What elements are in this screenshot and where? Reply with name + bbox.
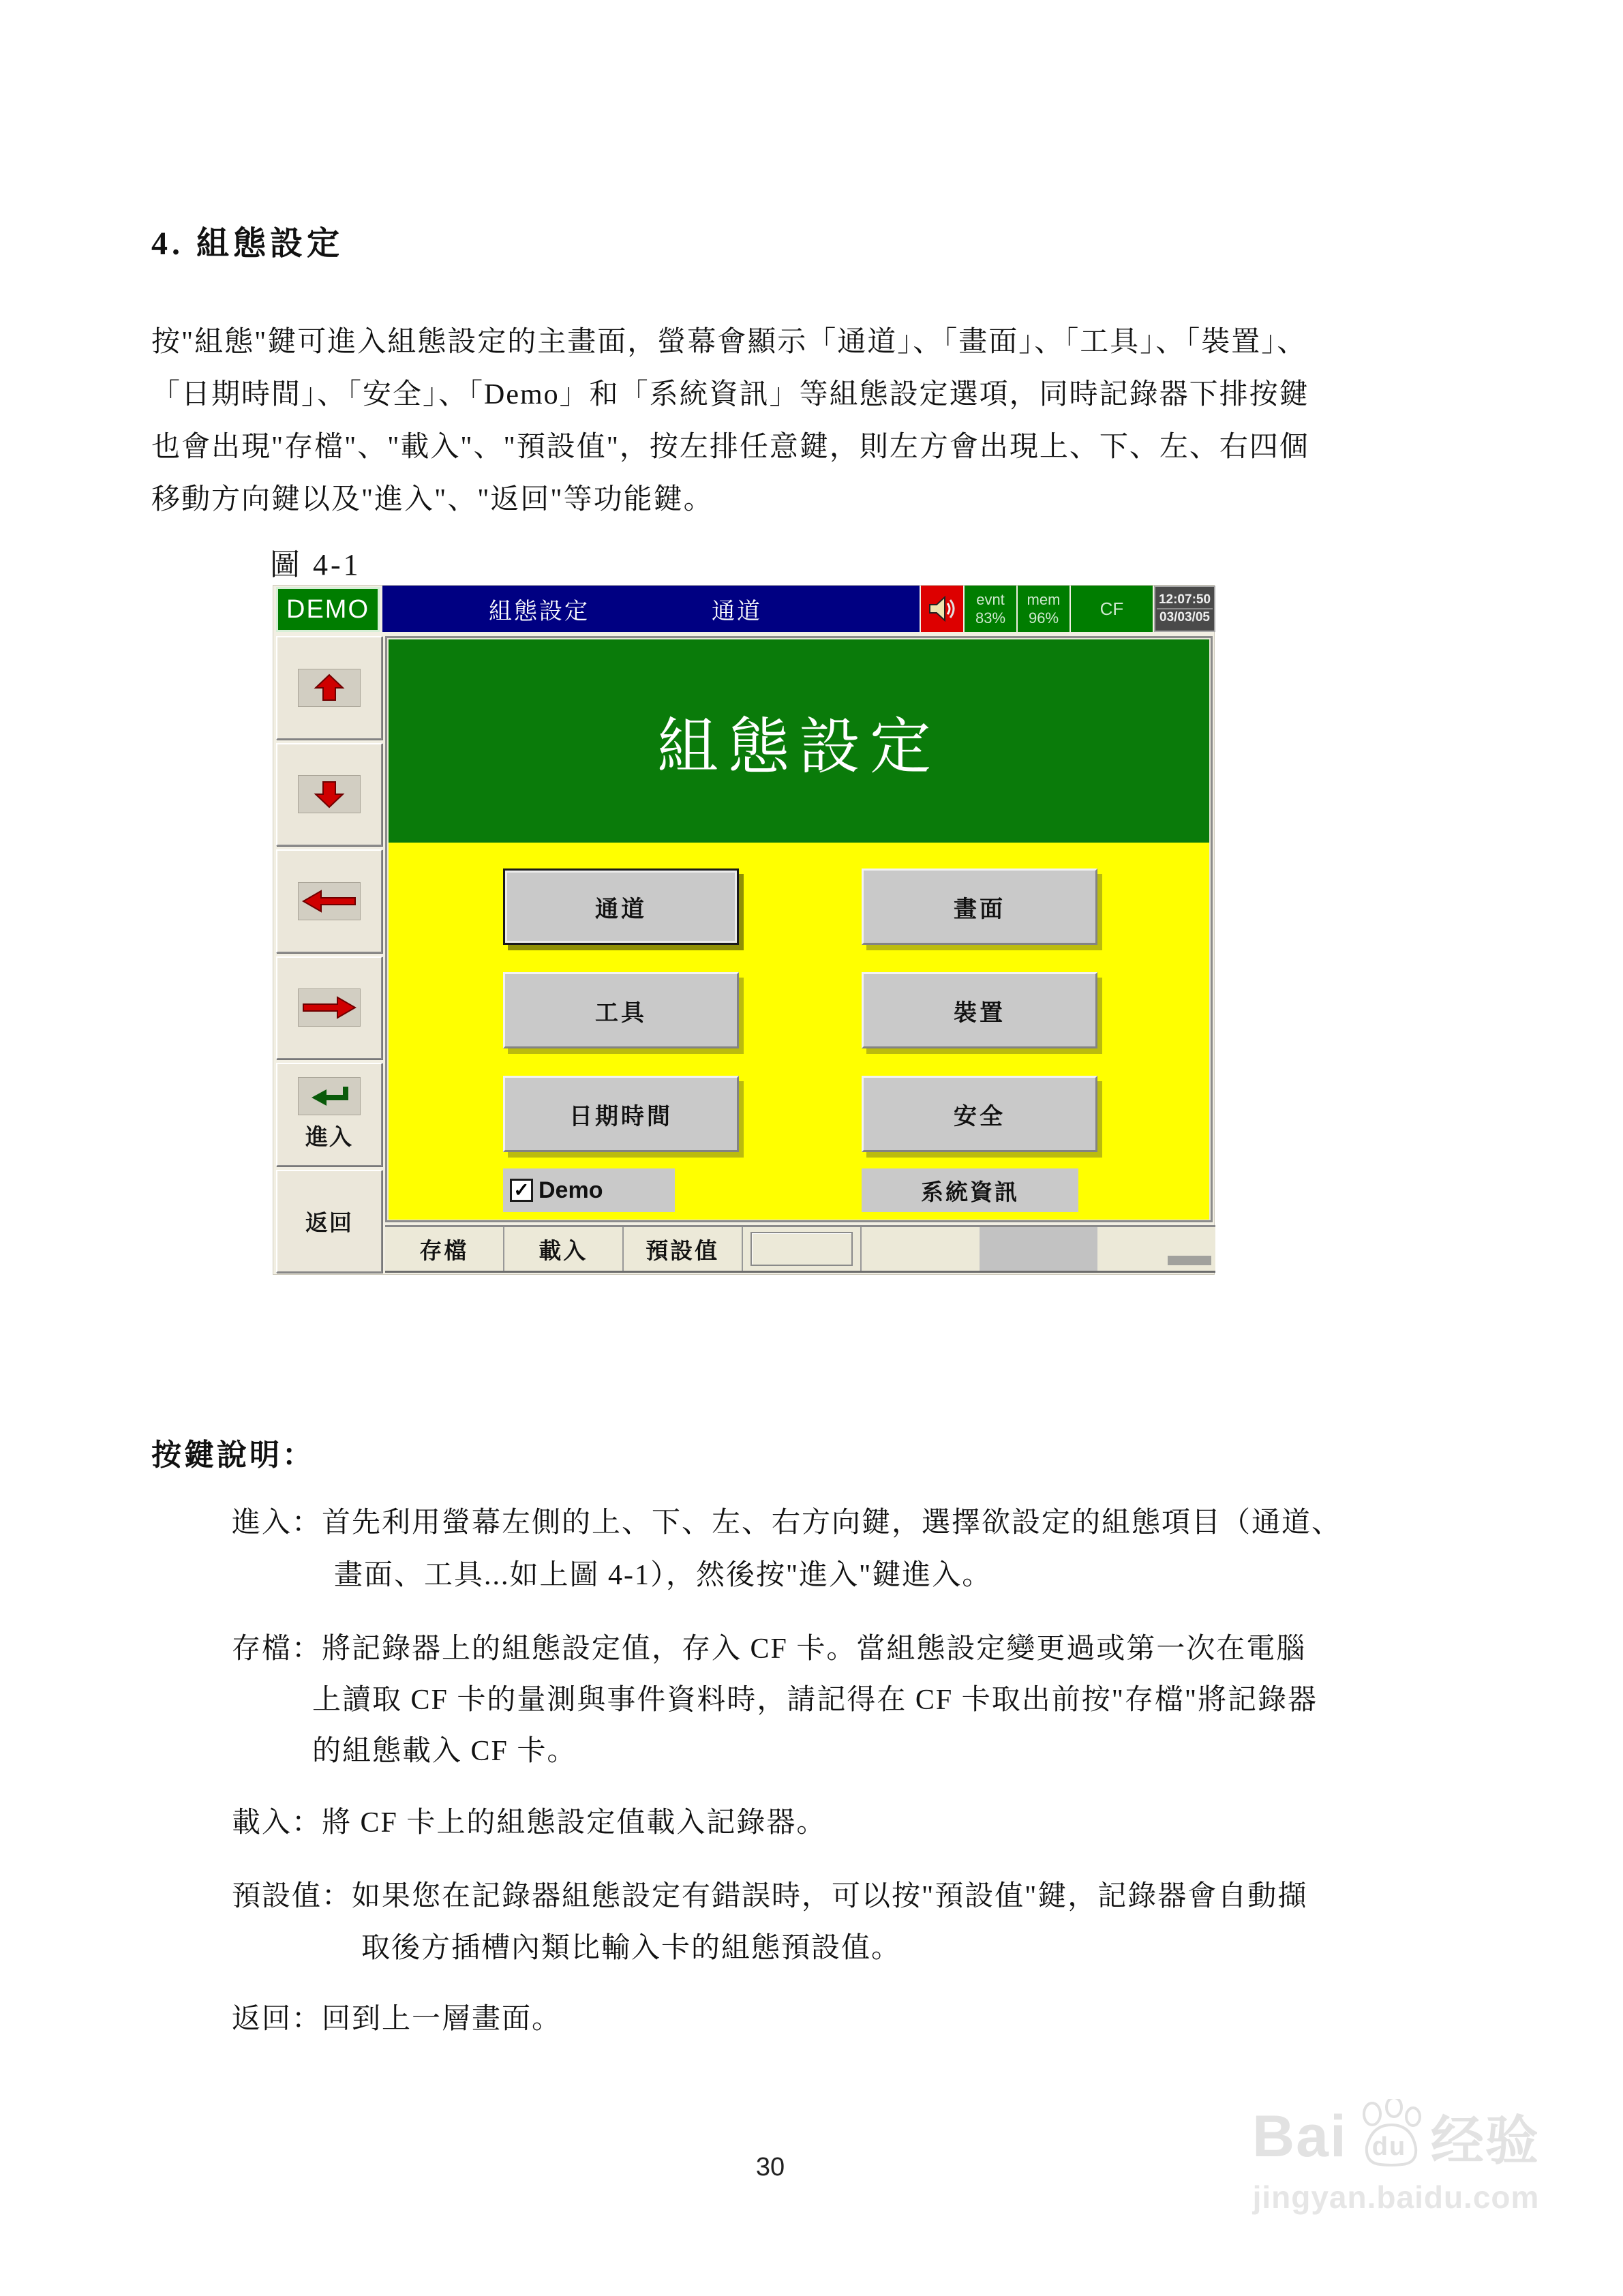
empty-key-slot: [743, 1227, 862, 1271]
empty-key-slot: [980, 1227, 1097, 1271]
right-arrow-icon: [298, 988, 361, 1027]
memory-usage-value: 96%: [1028, 609, 1059, 626]
soft-key-row: [385, 1225, 1215, 1273]
figure-label: 圖 4-1: [270, 548, 361, 581]
cf-card-indicator: [1071, 586, 1153, 632]
date-value: 03/03/05: [1159, 610, 1210, 624]
right-key[interactable]: [276, 956, 382, 1060]
recorder-screenshot: [273, 585, 1215, 1275]
save-description-line: 存檔：將記錄器上的組態設定值，存入 CF 卡。當組態設定變更過或第一次在電腦: [232, 1633, 1307, 1665]
save-description-line: 的組態載入 CF 卡。: [312, 1736, 577, 1767]
svg-text:du: du: [1371, 2132, 1407, 2161]
back-description-line: 返回：回到上一層畫面。: [232, 2004, 562, 2035]
config-menu-area: [389, 843, 1209, 1220]
load-key[interactable]: 載入: [504, 1227, 624, 1271]
watermark-brand-prefix: Bai: [1252, 2103, 1348, 2169]
menu-button-datetime[interactable]: 日期時間: [503, 1076, 739, 1152]
status-bar: [273, 586, 1215, 633]
enter-key[interactable]: [276, 1063, 382, 1166]
default-key[interactable]: 預設值: [624, 1227, 743, 1271]
empty-key-box: [750, 1232, 853, 1266]
menu-button-display[interactable]: 畫面: [862, 868, 1097, 945]
menu-button-tools[interactable]: 工具: [503, 972, 739, 1048]
load-description-line: 載入：將 CF 卡上的組態設定值載入記錄器。: [232, 1807, 827, 1839]
speaker-icon: [921, 586, 963, 632]
intro-line: 移動方向鍵以及"進入"、"返回"等功能鍵。: [151, 484, 714, 515]
memory-usage-indicator: [1018, 586, 1070, 632]
menu-button-channel[interactable]: 通道: [503, 868, 739, 945]
enter-arrow-icon: [298, 1077, 361, 1115]
up-key[interactable]: [276, 636, 382, 740]
save-description-line: 上讀取 CF 卡的量測與事件資料時，請記得在 CF 卡取出前按"存檔"將記錄器: [312, 1685, 1318, 1716]
demo-checkbox-label: Demo: [539, 1177, 603, 1203]
watermark-url: jingyan.baidu.com: [1252, 2179, 1540, 2215]
down-key[interactable]: [276, 743, 382, 847]
key-description-title: 按鍵說明：: [151, 1438, 315, 1472]
event-usage-value: 83%: [975, 609, 1006, 626]
intro-line: 「日期時間」、「安全」、「Demo」和「系統資訊」等組態設定選項，同時記錄器下排按鍵: [151, 379, 1309, 410]
event-usage-indicator: [965, 586, 1016, 632]
config-screen-header: [389, 639, 1209, 843]
page-number: 30: [755, 2153, 785, 2181]
default-description-line: 取後方插槽內類比輸入卡的組態預設值。: [361, 1933, 902, 1964]
direction-key-column: [276, 636, 382, 1273]
empty-key-slot: [862, 1227, 980, 1271]
back-key[interactable]: [276, 1170, 382, 1273]
back-key-label: 返回: [305, 1209, 353, 1235]
enter-description-line: 畫面、工具...如上圖 4-1），然後按"進入"鍵進入。: [334, 1560, 992, 1591]
intro-line: 也會出現"存檔"、"載入"、"預設值"，按左排任意鍵，則左方會出現上、下、左、右四個: [151, 432, 1309, 463]
baidu-jingyan-watermark: [1198, 2098, 1594, 2216]
left-key[interactable]: [276, 849, 382, 953]
menu-button-system-info[interactable]: 系統資訊: [862, 1168, 1078, 1212]
memory-usage-label: mem: [1027, 591, 1061, 608]
cf-card-label: CF: [1099, 598, 1124, 619]
checkbox-checked-icon[interactable]: ✓: [510, 1179, 533, 1202]
title-bar-subtitle: 通道: [712, 598, 762, 624]
enter-description-line: 進入：首先利用螢幕左側的上、下、左、右方向鍵，選擇欲設定的組態項目（通道、: [232, 1507, 1342, 1539]
menu-button-security[interactable]: 安全: [862, 1076, 1097, 1152]
title-bar: [382, 586, 920, 632]
down-arrow-icon: [298, 775, 361, 813]
paw-icon: [1352, 2099, 1427, 2174]
menu-button-instrument[interactable]: 裝置: [862, 972, 1097, 1048]
section-heading: 4. 組態設定: [151, 226, 344, 262]
save-key[interactable]: 存檔: [385, 1227, 504, 1271]
time-value: 12:07:50: [1157, 592, 1213, 609]
enter-key-label: 進入: [305, 1124, 353, 1150]
demo-checkbox-panel[interactable]: [503, 1168, 675, 1212]
empty-key-slot: [1097, 1227, 1215, 1271]
event-usage-label: evnt: [976, 591, 1005, 608]
intro-line: 按"組態"鍵可進入組態設定的主畫面，螢幕會顯示「通道」、「畫面」、「工具」、「裝置」、: [151, 327, 1307, 358]
left-arrow-icon: [298, 882, 361, 920]
config-main-screen: [385, 636, 1213, 1222]
demo-mode-badge: DEMO: [276, 587, 380, 632]
clock-display: [1154, 586, 1215, 632]
scan-artifact: [1168, 1256, 1211, 1265]
config-screen-title: 組態設定: [657, 714, 941, 781]
watermark-brand-suffix: 经验: [1430, 2111, 1540, 2171]
default-description-line: 預設值：如果您在記錄器組態設定有錯誤時，可以按"預設值"鍵，記錄器會自動擷: [232, 1881, 1308, 1912]
up-arrow-icon: [298, 669, 361, 707]
title-bar-title: 組態設定: [489, 598, 590, 624]
